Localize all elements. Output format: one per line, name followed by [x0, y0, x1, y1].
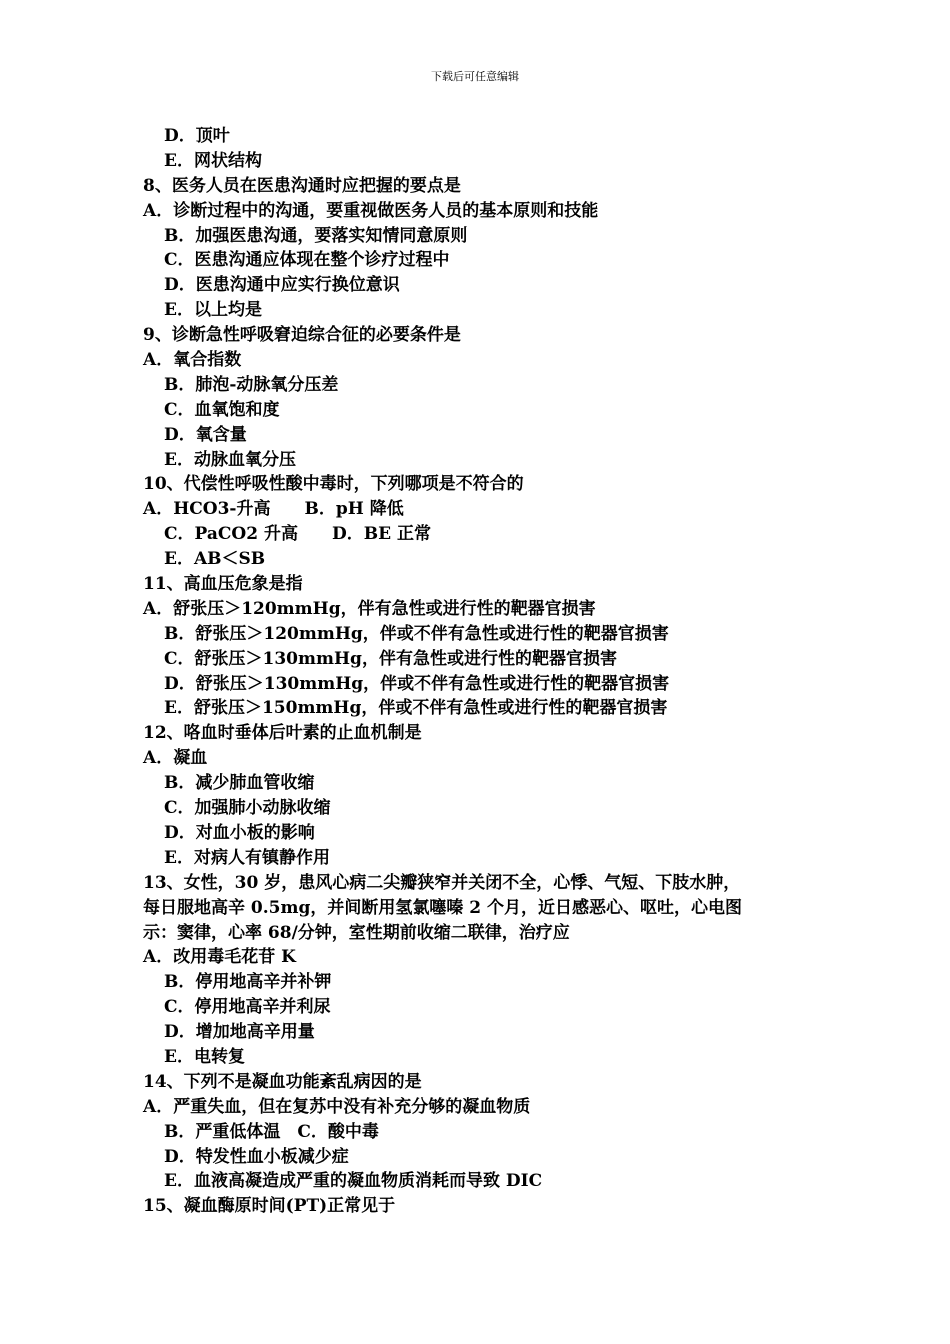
page-header: 下载后可任意编辑: [431, 70, 519, 83]
text-line: 示：窦律，心率 68/分钟，室性期前收缩二联律，治疗应: [143, 922, 570, 943]
option-line: A．改用毒毛花苷 K: [143, 947, 296, 968]
question-line: 12、咯血时垂体后叶素的止血机制是: [143, 723, 422, 744]
option-line: C．PaCO2 升高 D．BE 正常: [164, 524, 431, 545]
option-line: B．停用地高辛并补钾: [164, 972, 332, 993]
option-line: B．加强医患沟通，要落实知情同意原则: [164, 225, 468, 246]
option-line: C．医患沟通应体现在整个诊疗过程中: [164, 250, 450, 271]
option-line: E．电转复: [164, 1046, 245, 1067]
option-line: D．增加地高辛用量: [164, 1022, 315, 1043]
document-body: [143, 124, 843, 1219]
option-line: E．血液高凝造成严重的凝血物质消耗而导致 DIC: [164, 1171, 543, 1192]
option-line: E．以上均是: [164, 300, 262, 321]
option-line: A．氧合指数: [143, 350, 242, 371]
option-line: E．动脉血氧分压: [164, 449, 296, 470]
option-line: A．HCO3-升高 B．pH 降低: [143, 499, 404, 520]
option-line: B．舒张压＞120mmHg，伴或不伴有急性或进行性的靶器官损害: [164, 623, 669, 644]
option-line: C．停用地高辛并利尿: [164, 997, 331, 1018]
option-line: D．对血小板的影响: [164, 822, 315, 843]
option-line: E．AB＜SB: [164, 549, 266, 570]
option-line: A．舒张压＞120mmHg，伴有急性或进行性的靶器官损害: [143, 598, 596, 619]
option-line: C．加强肺小动脉收缩: [164, 798, 331, 819]
option-line: C．舒张压＞130mmHg，伴有急性或进行性的靶器官损害: [164, 648, 617, 669]
option-line: B．肺泡-动脉氧分压差: [164, 374, 339, 395]
question-line: 13、女性，30 岁，患风心病二尖瓣狭窄并关闭不全，心悸、气短、下肢水肿，: [143, 872, 741, 893]
option-line: B．严重低体温 C．酸中毒: [164, 1121, 379, 1142]
option-line: D．氧含量: [164, 424, 247, 445]
question-line: 10、代偿性呼吸性酸中毒时，下列哪项是不符合的: [143, 474, 524, 495]
option-line: D．顶叶: [164, 126, 230, 146]
question-line: 15、凝血酶原时间(PT)正常见于: [143, 1196, 396, 1217]
option-line: D．舒张压＞130mmHg，伴或不伴有急性或进行性的靶器官损害: [164, 673, 670, 694]
option-line: E．舒张压＞150mmHg，伴或不伴有急性或进行性的靶器官损害: [164, 698, 668, 719]
option-line: E．对病人有镇静作用: [164, 847, 330, 868]
option-line: A．严重失血，但在复苏中没有补充分够的凝血物质: [143, 1096, 531, 1117]
text-line: 每日服地高辛 0.5mg，并间断用氢氯噻嗪 2 个月，近日感恶心、呕吐，心电图: [143, 897, 743, 918]
question-line: 11、高血压危象是指: [143, 574, 303, 595]
option-line: B．减少肺血管收缩: [164, 773, 315, 794]
option-line: D．特发性血小板减少症: [164, 1146, 349, 1167]
option-line: C．血氧饱和度: [164, 399, 280, 420]
question-line: 8、医务人员在医患沟通时应把握的要点是: [143, 175, 461, 196]
question-line: 14、下列不是凝血功能紊乱病因的是: [143, 1071, 422, 1092]
option-line: D．医患沟通中应实行换位意识: [164, 275, 400, 296]
option-line: A．诊断过程中的沟通，要重视做医务人员的基本原则和技能: [143, 200, 599, 221]
option-line: A．凝血: [143, 748, 208, 769]
question-line: 9、诊断急性呼吸窘迫综合征的必要条件是: [143, 325, 461, 346]
option-line: E．网状结构: [164, 150, 262, 171]
